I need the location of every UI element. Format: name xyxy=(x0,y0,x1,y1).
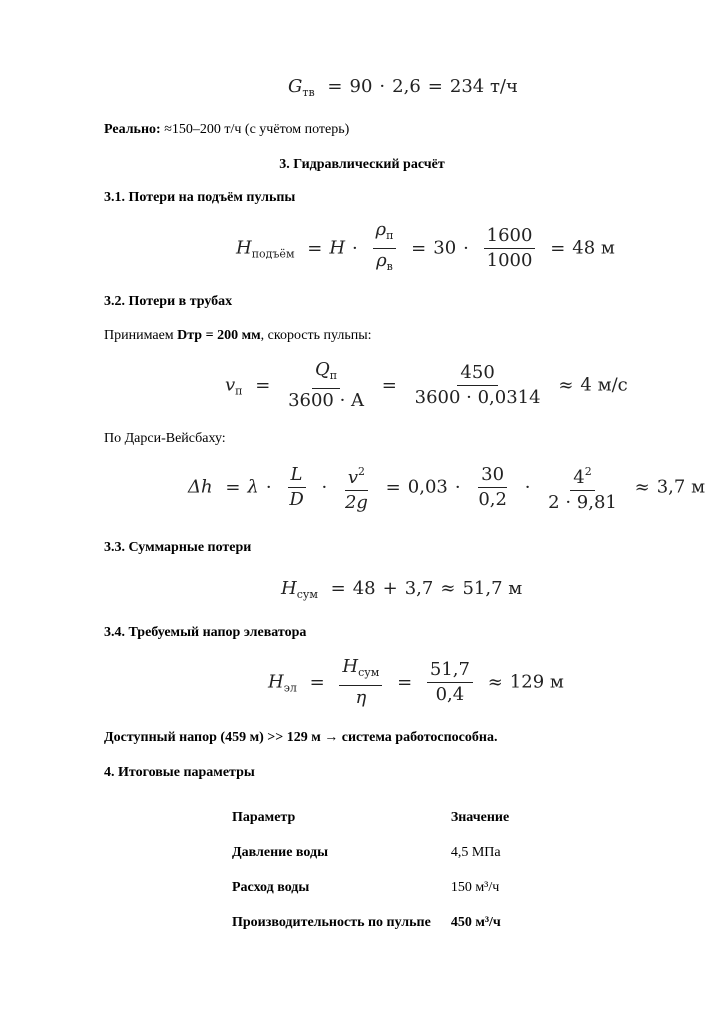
table-row xyxy=(222,905,519,940)
formula-subscript: п xyxy=(329,369,338,382)
formula-value: 4 xyxy=(573,467,585,488)
note-bold: Dтр = 200 мм xyxy=(177,328,261,343)
formula-hsum: $H_{сум} = 48 + 3,7 \approx 51,7$ м xyxy=(281,578,523,601)
formula-symbol: v xyxy=(347,467,359,488)
table-cell-value: 4,5 МПа xyxy=(450,844,501,860)
section-3-2-heading: 3.2. Потери в трубах xyxy=(104,294,233,309)
formula-numerator: 51,7 xyxy=(427,660,473,683)
formula-subscript: сум xyxy=(358,666,380,679)
formula-value: 48 xyxy=(352,578,376,599)
formula-fraction xyxy=(285,360,367,411)
formula-hel: $H_{эл}$ = $\frac{H_{сум}}{\eta}$ = $\frac{51,7}{0,4}$ ≈ 129 м xyxy=(268,656,564,708)
formula-fraction xyxy=(286,465,306,510)
formula-value: 3,7 xyxy=(404,578,434,599)
formula-result: 234 xyxy=(449,76,485,97)
formula-gtv: $G_{тв} = 90 \cdot 2,6 = 234$ т/ч xyxy=(288,76,518,99)
formula-unit: м xyxy=(600,237,615,259)
conclusion-text: Доступный напор (459 м) >> 129 м → система работоспособна. xyxy=(104,730,498,745)
formula-subscript: эл xyxy=(283,681,297,695)
formula-fraction xyxy=(412,363,544,408)
formula-symbol: λ xyxy=(247,476,259,498)
formula-result: 129 xyxy=(509,671,545,693)
formula-subscript: п xyxy=(235,384,243,398)
formula-numerator: 450 xyxy=(457,363,497,386)
formula-denominator: 3600 · A xyxy=(288,390,365,411)
real-text: ≈150–200 т/ч (с учётом потерь) xyxy=(160,122,350,137)
table-header-param: Параметр xyxy=(232,809,296,825)
note-text: , скорость пульпы: xyxy=(260,328,372,343)
formula-result: 51,7 xyxy=(462,578,503,599)
table-cell-param: Давление воды xyxy=(232,844,328,860)
formula-symbol: ρ xyxy=(375,219,387,240)
formula-numerator: L xyxy=(288,465,306,488)
formula-numerator: 1600 xyxy=(484,226,536,249)
formula-value: 90 xyxy=(349,76,373,97)
summary-table xyxy=(222,800,519,940)
table-cell-param: Расход воды xyxy=(232,879,310,895)
formula-fraction xyxy=(339,657,382,708)
formula-denominator: 2 · 9,81 xyxy=(548,492,617,513)
table-row xyxy=(222,835,519,870)
formula-unit: м xyxy=(691,476,706,498)
formula-denominator: D xyxy=(289,489,304,510)
formula-denominator: 0,4 xyxy=(435,684,465,705)
formula-denominator: 3600 · 0,0314 xyxy=(414,387,541,408)
table-cell-value: 150 м³/ч xyxy=(450,879,500,895)
section-3-heading: 3. Гидравлический расчёт xyxy=(279,157,445,172)
formula-value: 30 xyxy=(433,237,457,259)
formula-symbol: v xyxy=(225,374,236,396)
formula-result: 3,7 xyxy=(656,476,686,498)
darcy-note: По Дарси-Вейсбаху: xyxy=(104,431,226,446)
formula-symbol: G xyxy=(288,76,303,97)
formula-hpod: $H_{подъём} = H$ · $\frac{\rho_п}{\rho_в}$ = 30 · $\frac{1600}{1000}$ = 48 м xyxy=(236,220,615,277)
formula-symbol: H xyxy=(342,656,359,677)
formula-darcy: Δh = λ · $\frac{L}{D}$ · $\frac{v^2}{2g}$ = 0,03 · $\frac{30}{0,2}$ · $\frac{4^2}{2 \cdot 9,81}$ ≈ 3,7 м xyxy=(188,464,706,513)
formula-unit: м xyxy=(508,578,523,599)
formula-exponent: 2 xyxy=(584,465,592,478)
formula-denominator: η xyxy=(355,687,367,708)
table-header-value: Значение xyxy=(450,809,510,825)
formula-result: 4 xyxy=(580,374,592,396)
formula-result: 48 xyxy=(572,237,596,259)
formula-exponent: 2 xyxy=(358,465,366,478)
formula-unit: м xyxy=(549,671,564,693)
formula-symbol: H xyxy=(281,578,297,599)
table-cell-value: 450 м³/ч xyxy=(450,914,501,930)
table-header-row xyxy=(222,800,519,835)
table-row xyxy=(222,870,519,905)
formula-denominator: 2g xyxy=(344,492,368,513)
formula-symbol: Δh xyxy=(188,476,213,498)
formula-subscript: тв xyxy=(302,86,315,99)
formula-fraction xyxy=(342,462,371,513)
formula-unit: м/с xyxy=(597,374,628,396)
formula-unit: т/ч xyxy=(489,76,518,97)
formula-subscript: п xyxy=(386,229,394,242)
formula-fraction xyxy=(373,220,397,277)
real-label: Реально: xyxy=(104,122,161,137)
formula-symbol: H xyxy=(268,671,284,693)
formula-fraction xyxy=(427,660,473,705)
formula-symbol: H xyxy=(329,237,346,259)
section-3-1-heading: 3.1. Потери на подъём пульпы xyxy=(104,190,296,205)
formula-subscript: в xyxy=(386,260,393,273)
formula-value: 2,6 xyxy=(392,76,421,97)
formula-subscript: сум xyxy=(296,588,318,601)
formula-subscript: подъём xyxy=(251,247,295,261)
formula-value: 0,03 xyxy=(407,476,448,498)
formula-symbol: Q xyxy=(315,359,330,380)
formula-numerator: 30 xyxy=(478,465,507,488)
real-note xyxy=(104,122,349,138)
formula-symbol: ρ xyxy=(376,250,387,271)
note-text: Принимаем xyxy=(104,328,178,343)
pipe-diameter-note xyxy=(104,328,372,344)
formula-symbol: H xyxy=(236,237,252,259)
formula-fraction xyxy=(475,465,510,510)
formula-denominator: 1000 xyxy=(486,250,533,271)
formula-fraction xyxy=(545,462,620,513)
formula-fraction xyxy=(484,226,536,271)
section-3-3-heading: 3.3. Суммарные потери xyxy=(104,540,252,555)
table-cell-param: Производительность по пульпе xyxy=(232,914,431,930)
section-3-4-heading: 3.4. Требуемый напор элеватора xyxy=(104,625,307,640)
formula-denominator: 0,2 xyxy=(478,489,507,510)
section-4-heading: 4. Итоговые параметры xyxy=(104,765,255,780)
formula-velocity: $v_п$ = $\frac{Q_п}{3600 \cdot A}$ = $\frac{450}{3600 \cdot 0,0314}$ ≈ 4 м/с xyxy=(225,359,628,411)
